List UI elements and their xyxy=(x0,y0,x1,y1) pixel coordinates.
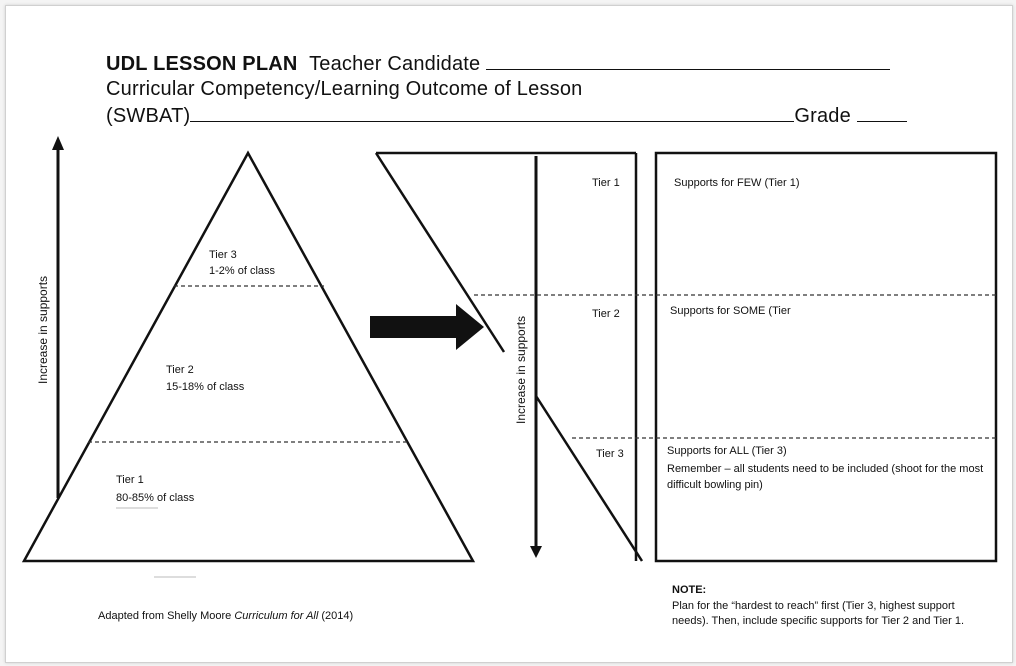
competency-label: Curricular Competency/Learning Outcome of Lesson xyxy=(106,78,583,100)
note-text: Plan for the “hardest to reach” first (Tier 3, highest support needs). Then, include specific supports for Tier 2 and Tier 1. xyxy=(672,599,965,627)
inverted-tier1-label: Tier 1 xyxy=(592,177,620,189)
grade-label: Grade xyxy=(794,105,851,127)
swbat-label: (SWBAT) xyxy=(106,105,191,127)
supports-reminder-text: Remember – all students need to be included (shoot for the most difficult bowling pin) xyxy=(667,463,984,491)
teacher-candidate-label: Teacher Candidate xyxy=(309,53,481,75)
diagram-canvas xyxy=(6,6,1012,662)
pyramid-tier2-share: 15-18% of class xyxy=(166,381,245,393)
pyramid-tier3-share: 1-2% of class xyxy=(209,265,276,277)
note-title: NOTE: xyxy=(672,584,707,596)
supports-few-text: Supports for FEW (Tier 1) xyxy=(674,177,800,189)
citation-prefix: Adapted from Shelly Moore xyxy=(98,610,235,622)
adapted-from-citation xyxy=(98,609,353,624)
inverted-tier2-label: Tier 2 xyxy=(592,308,620,320)
pyramid-tier3-label: Tier 3 xyxy=(209,249,237,261)
supports-some-text: Supports for SOME (Tier xyxy=(670,305,791,317)
transition-arrow xyxy=(370,304,484,350)
pyramid-tier2-label: Tier 2 xyxy=(166,364,194,376)
inverted-tier3-label: Tier 3 xyxy=(596,448,624,460)
citation-year: (2014) xyxy=(318,610,354,622)
pyramid-tier1-share: 80-85% of class xyxy=(116,492,195,504)
pyramid-tier1-label: Tier 1 xyxy=(116,474,144,486)
lesson-plan-sheet xyxy=(5,5,1013,663)
supports-box xyxy=(656,153,996,561)
middle-down-arrowhead xyxy=(530,546,542,558)
left-axis-label: Increase in supports xyxy=(36,275,50,384)
inverted-lower-edge xyxy=(536,396,642,561)
middle-axis-label: Increase in supports xyxy=(514,315,528,424)
pyramid-outline xyxy=(24,153,473,561)
supports-all-text: Supports for ALL (Tier 3) xyxy=(667,445,787,457)
page-title: UDL LESSON PLAN xyxy=(106,53,298,75)
note-block xyxy=(672,583,972,630)
citation-title: Curriculum for All xyxy=(234,610,319,622)
left-up-arrowhead xyxy=(52,136,64,150)
